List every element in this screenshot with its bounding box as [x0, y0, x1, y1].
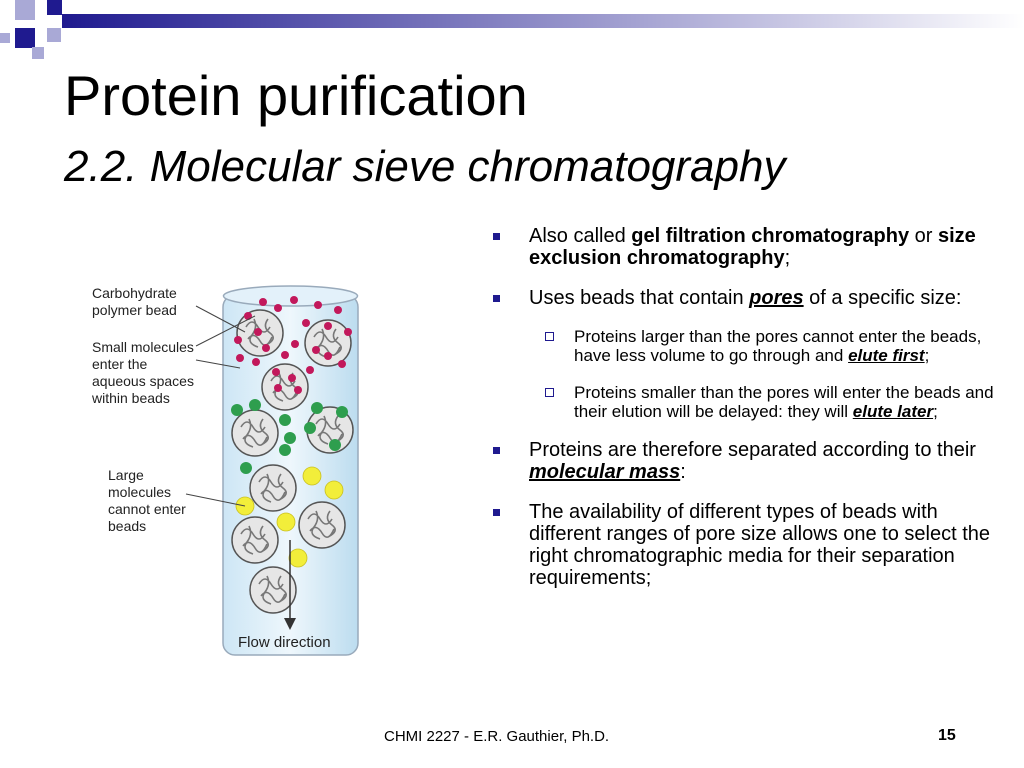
- term-molecular-mass: molecular mass: [529, 461, 681, 483]
- label-large-2: molecules: [108, 484, 172, 500]
- slide-title: Protein purification: [64, 64, 528, 127]
- label-small-4: within beads: [92, 390, 170, 406]
- label-small-1: Small molecules: [92, 339, 194, 355]
- subbullet-marker: [545, 332, 554, 341]
- bullet-marker: [493, 233, 500, 240]
- header-decoration: [0, 0, 1024, 60]
- chromatography-column-figure: [80, 260, 380, 670]
- term-gel-filtration: gel filtration chromatography: [631, 225, 910, 247]
- label-flow: Flow direction: [238, 634, 331, 651]
- label-large-3: cannot enter: [108, 501, 186, 517]
- bullet-gel-filtration: Also called gel filtration chromatography or size exclusion chromatography;: [490, 225, 1000, 269]
- bullet-pores: Uses beads that contain pores of a specific size:: [490, 287, 1000, 309]
- term-size-exclusion: size exclusion chromatography: [529, 225, 976, 269]
- label-large-4: beads: [108, 518, 147, 534]
- label-small-2: enter the: [92, 356, 148, 372]
- term-pores: pores: [749, 287, 804, 309]
- label-bead-1: Carbohydrate: [92, 285, 177, 301]
- bullet-bead-availability: The availability of different types of beads with different ranges of pore size allows one to select the right chromatographic media for their separation requirements;: [490, 501, 1000, 589]
- bullet-list: [490, 225, 1000, 607]
- bullet-molecular-mass: Proteins are therefore separated according to their molecular mass:: [490, 439, 1000, 483]
- label-large-1: Large: [108, 467, 144, 483]
- term-elute-later: elute later: [852, 402, 934, 421]
- bullet-marker: [493, 447, 500, 454]
- subbullet-larger-proteins: Proteins larger than the pores cannot enter the beads, have less volume to go through and elute first;: [490, 327, 1000, 365]
- subbullet-marker: [545, 388, 554, 397]
- term-elute-first: elute first: [848, 346, 925, 365]
- bullet-marker: [493, 509, 500, 516]
- slide-subtitle: 2.2. Molecular sieve chromatography: [64, 142, 786, 191]
- label-small-3: aqueous spaces: [92, 373, 194, 389]
- subbullet-smaller-proteins: Proteins smaller than the pores will enter the beads and their elution will be delayed: they will elute later;: [490, 383, 1000, 421]
- footer-text: CHMI 2227 - E.R. Gauthier, Ph.D.: [384, 728, 610, 745]
- label-bead-2: polymer bead: [92, 302, 177, 318]
- page-number: 15: [938, 727, 956, 744]
- bullet-marker: [493, 295, 500, 302]
